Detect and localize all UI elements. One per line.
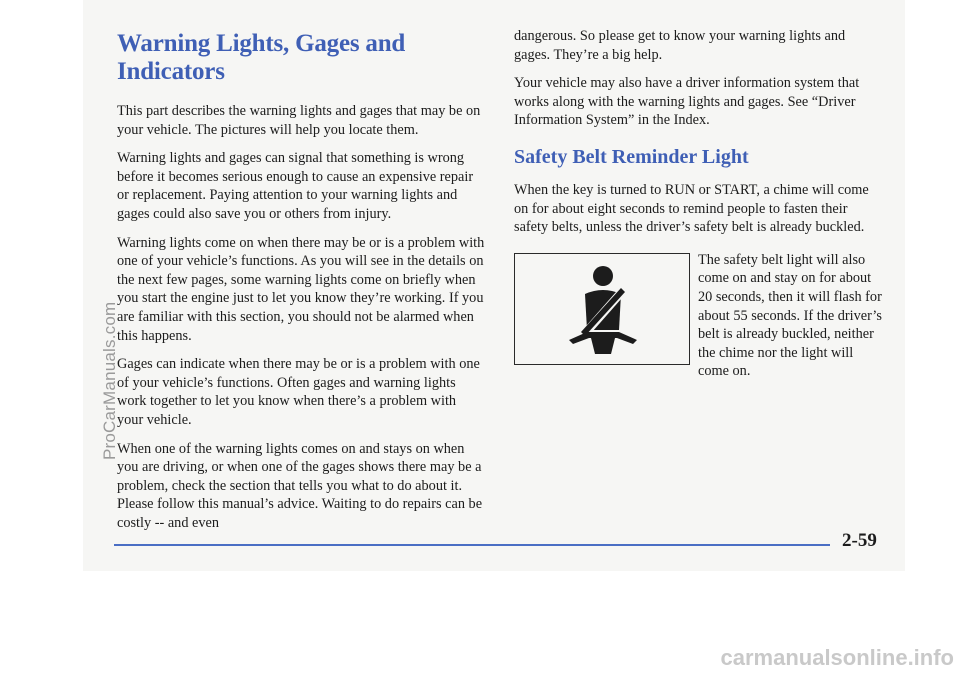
- bottom-watermark: carmanualsonline.info: [720, 645, 954, 670]
- paragraph-intro: This part describes the warning lights and gages that may be on your vehicle. The pictures will help you locate them.: [117, 103, 481, 138]
- belt-caption-block: [698, 251, 884, 381]
- paragraph-gages: Gages can indicate when there may be or is a problem with one of your vehicle’s functions. Often gages and warning lights work together to let you know when there’s a problem with your vehicle.: [117, 356, 480, 428]
- belt-caption: The safety belt light will also come on and stay on for about 20 seconds, then it will flash for about 55 seconds. If the driver’s belt is already buckled, neither the chime nor the light will come on.: [698, 251, 882, 380]
- paragraph-signal: Warning lights and gages can signal that something is wrong before it becomes serious enough to cause an expensive repair or replacement. Paying attention to your warning lights and gages could also save you or others from injury.: [117, 150, 474, 222]
- paragraph-driving: When one of the warning lights comes on and stays on when you are driving, or when one of the gages shows there may be a problem, check the section that tells you what to do about it. Please follow this manual’s advice. Waiting to do repairs can be costly -- and even: [117, 440, 483, 531]
- left-column: [117, 30, 485, 542]
- page-title: Warning Lights, Gages and Indicators: [117, 30, 406, 85]
- right-column: [514, 27, 882, 421]
- section-title: Safety Belt Reminder Light: [514, 145, 749, 168]
- side-watermark: ProCarManuals.com: [100, 301, 119, 460]
- paragraph-chime: When the key is turned to RUN or START, a chime will come on for about eight seconds to remind people to fasten their safety belts, unless the driver’s safety belt is already buckled.: [514, 181, 869, 236]
- belt-figure: [514, 251, 882, 421]
- page-number: 2-59: [842, 530, 877, 551]
- paragraph-driver-info: Your vehicle may also have a driver information system that works along with the warning lights and gages. See “Driver Information System” in the Index.: [514, 75, 860, 129]
- paragraph-warning-lights: Warning lights come on when there may be or is a problem with one of your vehicle’s functions. As you will see in the details on the next few pages, some warning lights come on briefly when you start the engine just to let you know they’re working. If you are familiar with this section, you should not be alarmed when this happens.: [117, 234, 485, 344]
- paragraph-continued: dangerous. So please get to know your warning lights and gages. They’re a big help.: [514, 28, 846, 63]
- footer-rule: [114, 544, 830, 546]
- seat-belt-icon: [514, 253, 690, 365]
